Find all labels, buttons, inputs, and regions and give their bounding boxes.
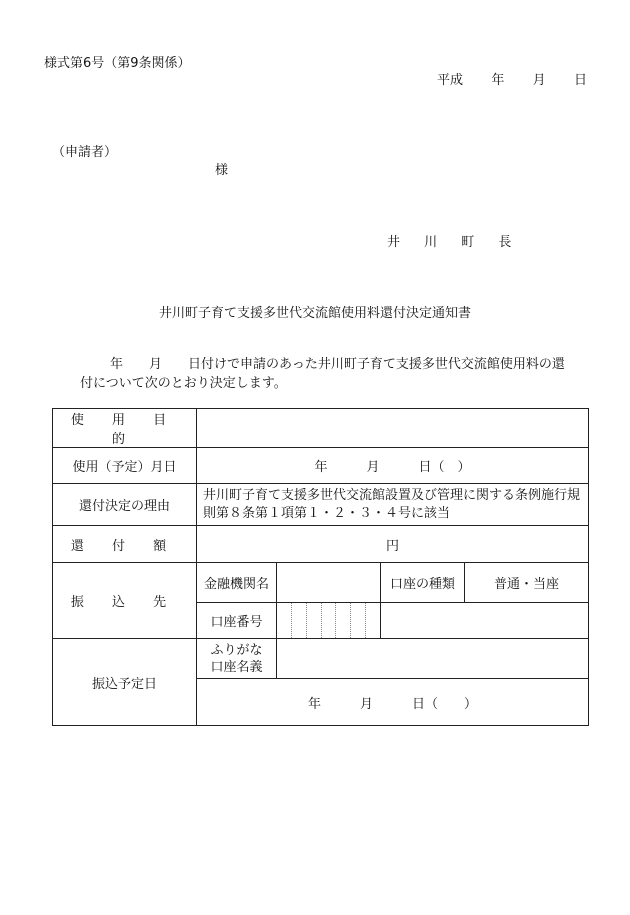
bank-row: [53, 563, 589, 603]
date-era: 平成: [437, 73, 464, 88]
transfer-label: 振 込 先: [53, 563, 197, 639]
bank-name-value[interactable]: [277, 563, 381, 603]
account-name-value[interactable]: [277, 639, 589, 679]
body-line-1: 年 月 日付けで申請のあった井川町子育て支援多世代交流館使用料の還: [110, 357, 565, 372]
usage-date-row: [53, 448, 589, 484]
digit-box: [321, 603, 336, 638]
account-number-blank: [381, 603, 589, 639]
reason-value: 井川町子育て支援多世代交流館設置及び管理に関する条例施行規則第８条第１項第１・２・３・４号に該当: [197, 484, 589, 526]
reason-row: [53, 484, 589, 526]
digit-box: [350, 603, 365, 638]
date-month: 月: [532, 73, 546, 88]
furigana-label: ふりがな: [210, 642, 263, 658]
body-paragraph: [80, 355, 565, 393]
date-year: 年: [491, 73, 505, 88]
scheduled-date-value[interactable]: 年 月 日（ ）: [197, 679, 589, 726]
digit-box: [306, 603, 321, 638]
account-type-label: 口座の種類: [381, 563, 465, 603]
reason-label: 還付決定の理由: [53, 484, 197, 526]
purpose-row: [53, 409, 589, 448]
account-number-label: 口座番号: [197, 603, 277, 639]
date-day: 日: [573, 73, 587, 88]
usage-date-value[interactable]: 年 月 日（ ）: [197, 448, 589, 484]
digit-box: [365, 603, 380, 638]
amount-label: 還 付 額: [53, 526, 197, 563]
amount-value[interactable]: 円: [197, 526, 589, 563]
amount-row: [53, 526, 589, 563]
usage-date-label: 使用（予定）月日: [53, 448, 197, 484]
bank-name-label: 金融機関名: [197, 563, 277, 603]
document-date: [437, 69, 587, 88]
applicant-honorific: 様: [215, 163, 229, 178]
account-number-digits: [277, 603, 380, 638]
purpose-label: 使 用 目 的: [53, 409, 197, 448]
issuer-name: 井 川 町 長: [387, 235, 522, 250]
digit-box: [335, 603, 350, 638]
applicant-label: （申請者）: [52, 145, 118, 160]
account-holder-label: 口座名義: [210, 659, 263, 675]
body-line-2: 付について次のとおり決定します。: [80, 376, 287, 391]
account-name-label: [197, 639, 277, 679]
refund-details-table: [52, 408, 589, 726]
form-number: 様式第6号（第9条関係）: [44, 56, 191, 71]
scheduled-date-label: 振込予定日: [53, 639, 197, 726]
digit-box: [291, 603, 306, 638]
document-title: 井川町子育て支援多世代交流館使用料還付決定通知書: [158, 306, 471, 321]
account-number-boxes[interactable]: [277, 603, 381, 639]
account-name-row: [53, 639, 589, 679]
digit-box: [277, 603, 291, 638]
account-type-value[interactable]: 普通・当座: [465, 563, 589, 603]
purpose-value[interactable]: [197, 409, 589, 448]
